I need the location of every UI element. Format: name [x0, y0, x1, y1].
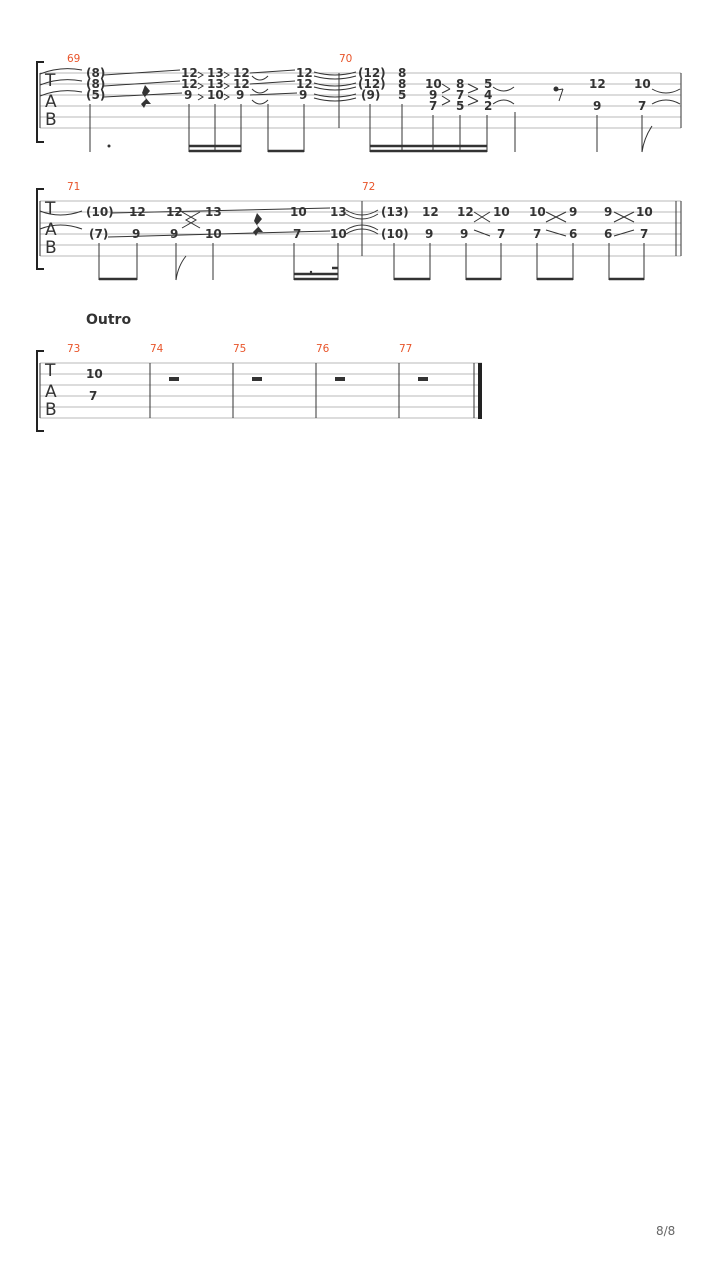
fret-number: 9 — [604, 205, 613, 219]
fret-number: 6 — [604, 227, 613, 241]
fret-number: (13) — [381, 205, 409, 219]
staff-lines — [40, 363, 482, 418]
tab-clef-t: T — [45, 71, 56, 91]
eighth-rest — [554, 87, 564, 102]
fret-number: (12) — [358, 66, 386, 80]
measure-number: 72 — [362, 181, 376, 193]
fret-number: 7 — [638, 99, 647, 113]
fret-number: 2 — [484, 99, 493, 113]
section-label: Outro — [86, 312, 132, 328]
measure-number: 73 — [67, 343, 81, 355]
whole-rest — [418, 377, 428, 381]
rhythm-stems — [99, 243, 644, 280]
fret-number: 7 — [429, 99, 438, 113]
fret-number: 7 — [497, 227, 506, 241]
tab-clef-a: A — [45, 220, 57, 240]
fret-number: 7 — [293, 227, 302, 241]
fret-number: 7 — [456, 88, 465, 102]
fret-number: 7 — [89, 389, 98, 403]
fret-number: 10 — [330, 227, 347, 241]
fret-number: 12 — [129, 205, 146, 219]
fret-number: 8 — [456, 77, 465, 91]
measure-number: 69 — [67, 53, 81, 65]
fret-number: 12 — [296, 77, 313, 91]
measure-number: 75 — [233, 343, 247, 355]
fret-number: 9 — [593, 99, 602, 113]
fret-number: (10) — [86, 205, 114, 219]
fret-number: 5 — [484, 77, 493, 91]
fret-number: 13 — [207, 77, 224, 91]
fret-number: 13 — [330, 205, 347, 219]
fret-number: 7 — [640, 227, 649, 241]
fret-number: 8 — [398, 77, 407, 91]
tab-clef-t: T — [45, 361, 56, 381]
fret-number: 10 — [634, 77, 651, 91]
fret-number: 12 — [296, 66, 313, 80]
fret-number: 10 — [636, 205, 653, 219]
fret-number: 8 — [398, 66, 407, 80]
fret-number: 9 — [132, 227, 141, 241]
fret-number: 12 — [233, 77, 250, 91]
fret-number: 12 — [233, 66, 250, 80]
quarter-rest — [141, 85, 151, 108]
fret-number: 10 — [529, 205, 546, 219]
fret-number: (8) — [86, 66, 106, 80]
tab-clef-b: B — [45, 400, 57, 420]
fret-number: 4 — [484, 88, 493, 102]
page-number: 8/8 — [656, 1224, 676, 1238]
fret-number: (10) — [381, 227, 409, 241]
whole-rest — [252, 377, 262, 381]
fret-number: (9) — [361, 88, 381, 102]
fret-number: 9 — [429, 88, 438, 102]
fret-number: 12 — [181, 66, 198, 80]
system-2 — [37, 181, 681, 280]
system-1 — [37, 53, 681, 152]
fret-number: 9 — [170, 227, 179, 241]
fret-number: 9 — [299, 88, 308, 102]
tab-clef-b: B — [45, 238, 57, 258]
fret-number: 5 — [398, 88, 407, 102]
measure-number: 76 — [316, 343, 330, 355]
fret-number: 13 — [207, 66, 224, 80]
fret-number: 10 — [207, 88, 224, 102]
fret-number: 6 — [569, 227, 578, 241]
fret-number: (7) — [89, 227, 109, 241]
fret-number: 7 — [533, 227, 542, 241]
fret-number: 12 — [589, 77, 606, 91]
fret-number: 9 — [460, 227, 469, 241]
fret-number: 9 — [184, 88, 193, 102]
fret-number: 12 — [166, 205, 183, 219]
fret-number: 9 — [569, 205, 578, 219]
fret-number: 12 — [457, 205, 474, 219]
fret-number: 5 — [456, 99, 465, 113]
tab-clef-a: A — [45, 92, 57, 112]
whole-rest — [169, 377, 179, 381]
fret-number: 12 — [181, 77, 198, 91]
fret-number: 10 — [493, 205, 510, 219]
fret-number: 9 — [425, 227, 434, 241]
final-barline — [478, 363, 482, 419]
measure-number: 70 — [339, 53, 353, 65]
fret-number: 10 — [425, 77, 442, 91]
fret-number: (5) — [86, 88, 106, 102]
measure-number: 74 — [150, 343, 164, 355]
system-3 — [37, 312, 482, 431]
measure-number: 71 — [67, 181, 81, 193]
tab-clef-a: A — [45, 382, 57, 402]
fret-number: (12) — [358, 77, 386, 91]
fret-number: 13 — [205, 205, 222, 219]
fret-number: 12 — [422, 205, 439, 219]
fret-number: 10 — [290, 205, 307, 219]
whole-rest — [335, 377, 345, 381]
measure-number: 77 — [399, 343, 413, 355]
fret-number: 10 — [86, 367, 103, 381]
fret-number: 9 — [236, 88, 245, 102]
tab-clef-t: T — [45, 199, 56, 219]
fret-number: (8) — [86, 77, 106, 91]
tab-clef-b: B — [45, 110, 57, 130]
fret-number: 10 — [205, 227, 222, 241]
